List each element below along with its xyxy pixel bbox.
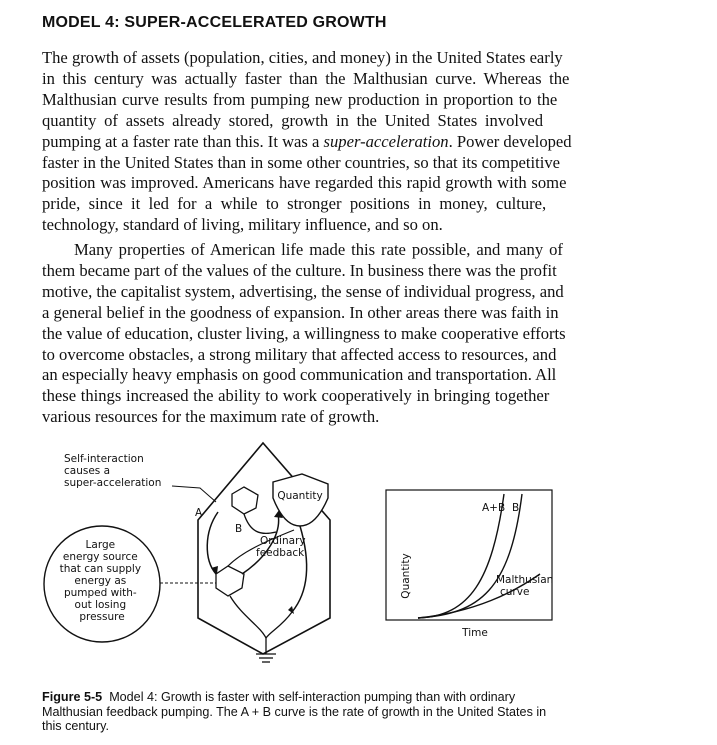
self-interaction-label: Self-interaction causes a super-acceleration bbox=[64, 453, 162, 489]
text-line: in this century was actually faster than the Malthusian curve. Whereas the bbox=[42, 68, 570, 88]
text-line: motive, the capitalist system, advertising, the sense of individual progress, and bbox=[42, 281, 564, 301]
text-line: a general belief in the goodness of expansion. In other areas there was faith in bbox=[42, 302, 559, 322]
y-axis-label: Quantity bbox=[400, 553, 412, 599]
paragraph-1 bbox=[42, 48, 662, 236]
text-line: pride, since it led for a while to stronger positions in money, culture, bbox=[42, 194, 547, 214]
pump-drain-flow bbox=[230, 596, 266, 638]
text-line: faster in the United States than in some other countries, so that its competitive bbox=[42, 152, 560, 172]
text-line: to overcome obstacles, a strong military that affected access to resources, and bbox=[42, 344, 557, 364]
text-line: various resources for the maximum rate of growth. bbox=[42, 407, 380, 427]
text-fragment: . Power developed bbox=[448, 131, 572, 151]
text-line: position was improved. Americans have regarded this rapid growth with some bbox=[42, 173, 567, 193]
x-axis-label: Time bbox=[462, 627, 488, 639]
text-line: them became part of the values of the culture. In business there was the profit bbox=[42, 260, 557, 280]
text-line: Malthusian curve results from pumping new production in proportion to the bbox=[42, 89, 558, 109]
figure-drawing bbox=[30, 440, 670, 680]
caption-line-3: this century. bbox=[42, 719, 109, 733]
text-line: these things increased the ability to work cooperatively in bringing together bbox=[42, 386, 550, 406]
caption-line-2: Malthusian feedback pumping. The A + B curve is the rate of growth in the United States in bbox=[42, 704, 547, 719]
figure-number: Figure 5-5 bbox=[42, 690, 103, 704]
loop-b-flow bbox=[244, 514, 276, 533]
curve-b bbox=[418, 494, 522, 618]
figure-caption bbox=[42, 690, 672, 734]
growth-graph bbox=[386, 490, 557, 639]
text-line bbox=[42, 132, 662, 153]
text-line: the value of education, cluster living, a willingness to make cooperative efforts bbox=[42, 323, 566, 343]
text-line: quantity of assets already stored, growth in the United States involved bbox=[42, 110, 543, 130]
curve-a-plus-b-label: A+B bbox=[482, 502, 506, 514]
section-heading: MODEL 4: SUPER-ACCELERATED GROWTH bbox=[42, 14, 387, 31]
pump-upper bbox=[232, 487, 258, 514]
text-fragment: pumping at a faster rate than this. It was a bbox=[42, 131, 324, 151]
paragraph-2 bbox=[42, 240, 662, 428]
self-interaction-pointer-line bbox=[172, 486, 216, 502]
pump-lower bbox=[216, 566, 244, 596]
loop-a-label: A bbox=[195, 507, 203, 519]
quantity-label: Quantity bbox=[277, 490, 323, 502]
text-line: The growth of assets (population, cities, and money) in the United States early bbox=[42, 48, 563, 67]
text-line: an especially heavy emphasis on good communication and transportation. All bbox=[42, 365, 557, 385]
storage-drain-flow bbox=[266, 612, 292, 638]
ordinary-feedback-label: Ordinary feedback bbox=[256, 535, 306, 559]
text-line: technology, standard of living, military influence, and so on. bbox=[42, 215, 443, 235]
figure-5-5 bbox=[30, 440, 670, 680]
loop-a-flow bbox=[207, 512, 218, 574]
energy-source-label: Large energy source that can supply energy as pumped with- out losing pressure bbox=[59, 539, 142, 623]
loop-b-label: B bbox=[235, 523, 243, 535]
curve-b-label: B bbox=[512, 502, 520, 514]
emphasis-text: super-acceleration bbox=[323, 131, 449, 151]
caption-line-1: Model 4: Growth is faster with self-interaction pumping than with ordinary bbox=[109, 690, 516, 704]
malthusian-curve-label: Malthusian curve bbox=[496, 574, 554, 598]
text-line: Many properties of American life made this rate possible, and many of bbox=[74, 240, 563, 259]
